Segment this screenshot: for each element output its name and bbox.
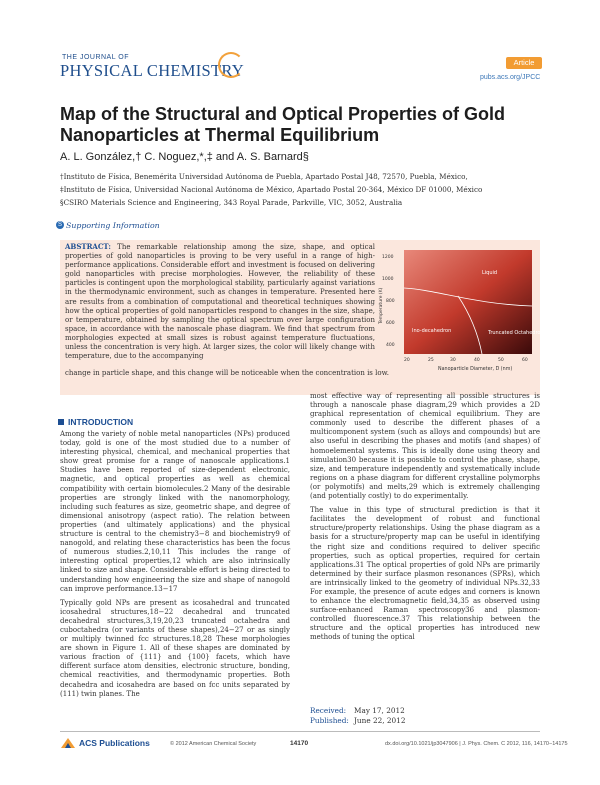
journal-kicker: THE JOURNAL OF <box>62 54 130 61</box>
publisher-name: ACS Publications <box>79 738 150 748</box>
x-tick: 40 <box>474 358 480 363</box>
phase-map-area <box>404 250 532 354</box>
y-axis-label: Temperature (K) <box>379 287 384 324</box>
page-number: 14170 <box>290 740 309 747</box>
author-list: A. L. González,† C. Noguez,*,‡ and A. S. Barnard§ <box>60 151 309 163</box>
section-marker-icon <box>58 419 64 425</box>
paragraph: The value in this type of structural prediction is that it facilitates the development of robust and functional structure/property relationships. Using the phase diagram as a basis for a structure/property map can be useful in identifying the right size and conditions required to deliver specific properties, such as optical properties, required for certain applications.31 The optical properties of gold NPs are primarily determined by their surface plasmon resonances (SPRs), which are intrinsically linked to the geometry of individual NPs.32,33 For example, the presence of acute edges and corners is known to enhance the electromagnetic field,34,35 as observed using surface-enhanced Raman spectroscopy36 and plasmon-controlled fluorescence.37 This relationship between the structure and the optical properties has introduced new methods of tuning the optical <box>310 506 540 642</box>
affiliation-2: ‡Instituto de Física, Universidad Nacional Autónoma de México, Apartado Postal 20-364, México DF 01000, México <box>60 185 483 194</box>
paragraph: most effective way of representing all possible structures is through a nanoscale phase diagram,29 which provides a 2D graphical representation of chemical equilibrium. They are commonly used to describe the different phases of a multicomponent system (such as alloys and compounds) but are also useful in describing the phases and motifs (and shapes) of homoelemental systems. This is ideally done using theory and simulation30 because it is possible to control the phase, shape, size, and temperature independently and systematically include regions on a phase diagram for different crystalline polymorphs (or polymotifs) and melts,29 which is extremely challenging (and potentially costly) to do experimentally. <box>310 392 540 501</box>
acs-logo-icon <box>60 737 76 749</box>
x-tick: 60 <box>522 358 528 363</box>
x-tick: 20 <box>404 358 410 363</box>
abstract-body: The remarkable relationship among the size, shape, and optical properties of gold nanoparticles is proving to be very useful in a range of high-performance applications. Considerable effort and investment is focused on delivering gold nanoparticles with precise morphologies. However, the reliability of these particles is contingent upon the morphological stability, particularly against variations in the thermodynamic environment, such as changes in temperature. Presented here are results from a combination of computational and theoretical techniques showing how the optical properties of gold nanoparticles respond to changes in the size, shape, or temperature, obtained by sampling the optical spectrum over large configuration space, in accordance with the nanoscale phase diagram. We find that spectrum from morphologies expected at small sizes is robust against temperature fluctuations, unless the concentration is very high. At larger sizes, the color will likely change with temperature, due to the accompanying <box>65 243 375 361</box>
region-label-liquid: Liquid <box>482 270 498 276</box>
journal-url-link[interactable]: pubs.acs.org/JPCC <box>480 74 541 81</box>
published-label: Published: <box>310 716 349 725</box>
affiliation-3: §CSIRO Materials Science and Engineering, 343 Royal Parade, Parkville, VIC, 3052, Australia <box>60 198 403 207</box>
affiliation-1: †Instituto de Física, Benemérita Universidad Autónoma de Puebla, Apartado Postal J48, 72570, Puebla, México, <box>60 172 468 181</box>
phase-diagram-figure <box>378 244 544 374</box>
paper-title: Map of the Structural and Optical Properties of Gold Nanoparticles at Thermal Equilibrium <box>60 104 506 145</box>
y-tick: 1000 <box>382 277 394 282</box>
paragraph: Typically gold NPs are present as icosahedral and truncated icosahedral structures,18−22 decahedral and truncated decahedral structures,3,19,20,23 truncated octahedra and cuboctahedra (or variants of these shapes),24−27 or as singly or multiply twinned fcc structures.18,28 These morphologies are shown in Figure 1. All of these shapes are dominated by various fraction of {111} and {100} facets, which have different surface atom densities, electronic structure, bonding, chemical reactivities, and thermodynamic properties. Both decahedra and icosahedra are based on fcc units separated by (111) twin planes. The <box>60 598 290 698</box>
supporting-info-icon[interactable]: S <box>57 222 62 228</box>
abstract-label: ABSTRACT: <box>65 242 111 251</box>
section-title: INTRODUCTION <box>68 417 134 427</box>
received-label: Received: <box>310 706 347 715</box>
y-tick: 1200 <box>382 255 394 260</box>
y-tick: 600 <box>386 321 395 326</box>
x-tick: 50 <box>498 358 504 363</box>
x-tick: 30 <box>450 358 456 363</box>
copyright-notice: © 2012 American Chemical Society <box>170 741 257 747</box>
region-label-octahedron: Truncated Octahedron <box>488 330 544 336</box>
received-date: May 17, 2012 <box>354 706 405 715</box>
region-label-decahedron: Ino-decahedron <box>412 328 452 334</box>
footer-divider <box>60 731 540 732</box>
doi-citation-link[interactable]: dx.doi.org/10.1021/jp3047906 | J. Phys. Chem. C 2012, 116, 14170−14175 <box>385 741 568 747</box>
abstract-text <box>65 242 375 361</box>
body-column-right <box>310 392 540 648</box>
abstract-tail: change in particle shape, and this change will be noticeable when the concentration is low. <box>65 369 389 377</box>
journal-name: PHYSICAL CHEMISTRY <box>60 61 245 80</box>
x-tick: 25 <box>428 358 434 363</box>
paragraph: Among the variety of noble metal nanoparticles (NPs) produced today, gold is one of the most studied due to a number of interesting physical, chemical, and mechanical properties that show great promise for a range of nanoscale applications.1 Studies have been reported of size-dependent electronic, magnetic, and optical properties as well as chemical compatibility with certain biomolecules.2 Many of the desirable properties are strongly linked with the nanomorphology, including such features as size, geometric shape, and degree of dimensional anisotropy (aspect ratio). The relation between properties (and ultimately applications) and the physical structure is central to the chemistry3−8 and biochemistry9 of nanogold, and relating these characteristics has been the focus of numerous studies.2,10,11 This includes the range of interesting optical properties,12 which are also intrinsically linked to size and shape. Considerable effort is being directed to understanding how engineering the size and shape of nanogold can improve performance.13−17 <box>60 430 290 593</box>
y-tick: 800 <box>386 299 395 304</box>
x-axis-label: Nanoparticle Diameter, D (nm) <box>438 367 513 372</box>
y-tick: 400 <box>386 343 395 348</box>
article-type-badge: Article <box>506 57 542 69</box>
body-column-left <box>60 430 290 704</box>
published-date: June 22, 2012 <box>354 716 406 725</box>
journal-logo-c-icon <box>218 52 244 78</box>
publication-dates <box>310 706 405 726</box>
supporting-info-link[interactable]: Supporting Information <box>66 221 160 230</box>
